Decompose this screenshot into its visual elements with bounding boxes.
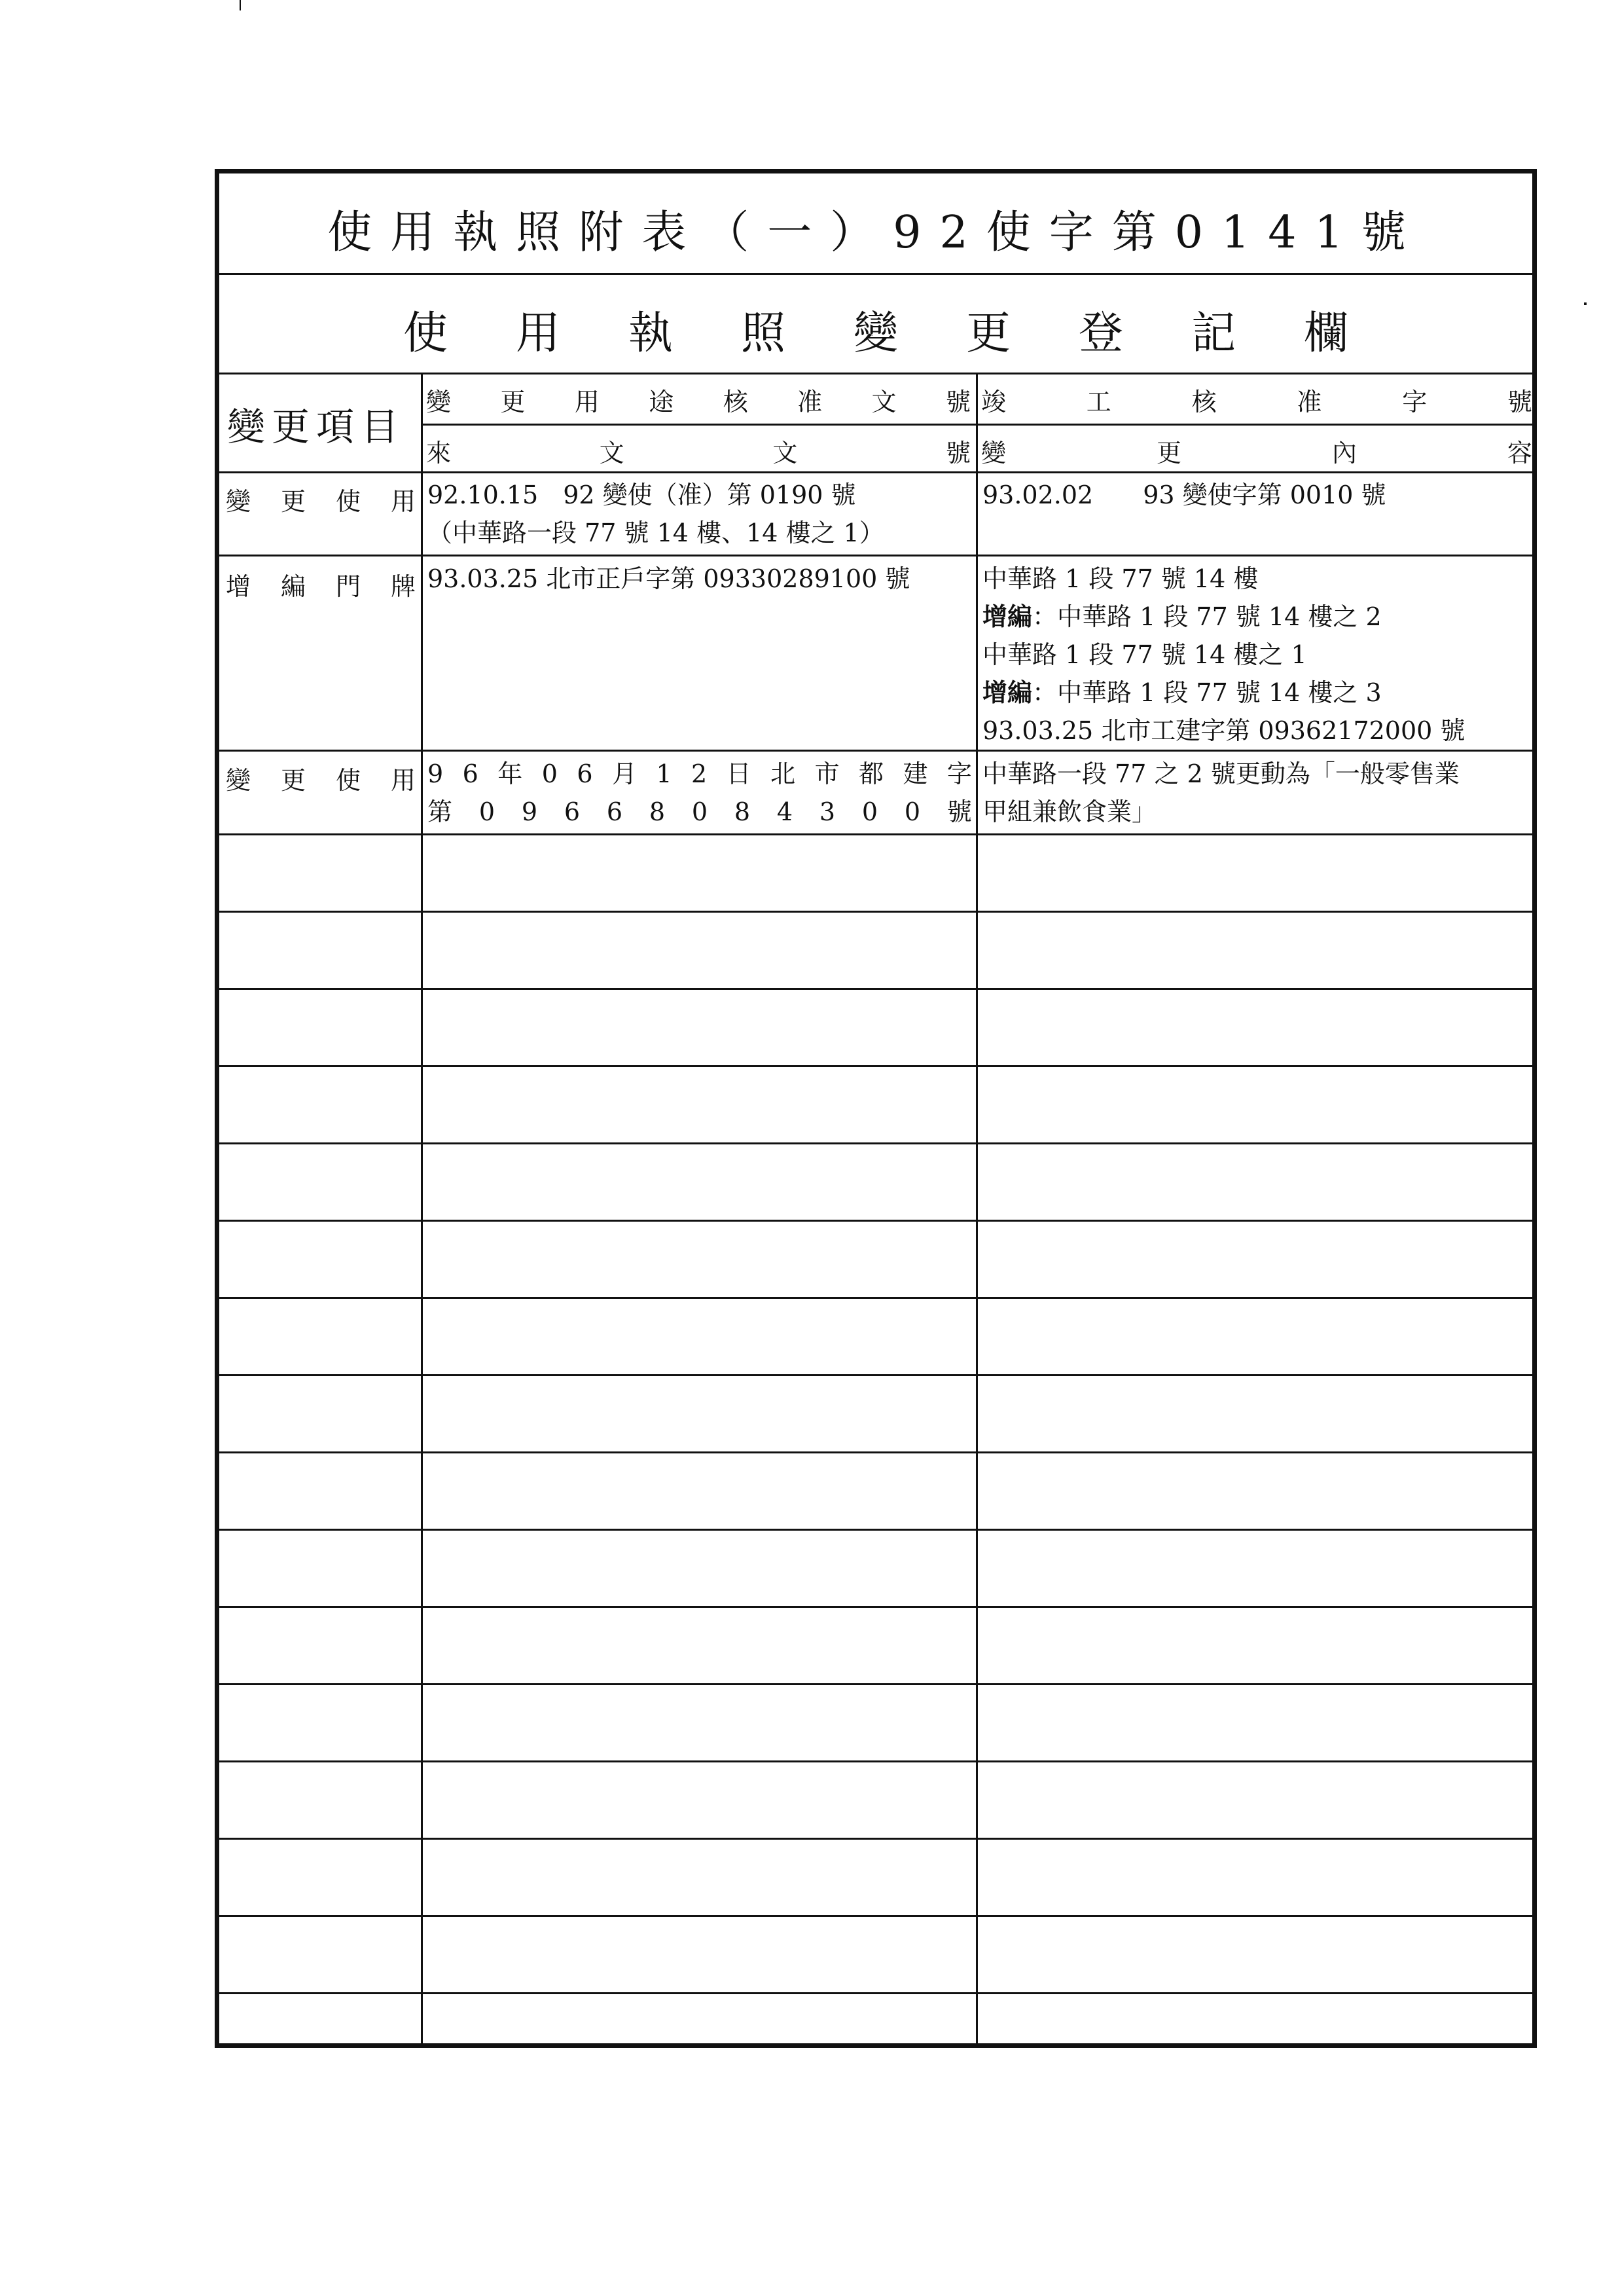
header-right-bottom [981,433,1532,469]
text-line: 中華路 1 段 77 號 14 樓 [982,564,1259,593]
item-char: 更 [280,766,306,795]
mid-char: 8 [649,797,666,826]
mid-char: 0 [904,797,921,826]
row-divider [219,1142,1532,1144]
header-char: 號 [1507,388,1532,416]
divider [219,471,1532,473]
header-char: 號 [945,388,971,416]
row-divider [219,1529,1532,1531]
row-divider [219,555,1532,556]
text-line: （中華路一段 77 號 14 樓、14 樓之 1） [427,519,884,547]
item-char: 牌 [390,572,416,601]
mid-char: 3 [819,797,836,826]
scan-mark [1584,302,1587,305]
divider [423,424,1532,426]
divider [219,373,1532,374]
header-char: 工 [1086,388,1111,416]
header-char: 更 [500,388,526,416]
item-char: 變 [226,487,251,516]
row-divider [219,833,1532,835]
item-char: 用 [390,766,416,795]
row-right-text [982,560,1465,750]
mid-char: 市 [814,759,840,788]
text-line: 中華路一段 77 之 2 號更動為「一般零售業 [982,759,1460,788]
item-char: 變 [226,766,251,795]
mid-char: 9 [521,797,538,826]
mid-char: 第 [427,797,453,826]
row-mid-text [427,476,884,552]
column-divider [976,373,978,2043]
header-char: 文 [772,439,798,467]
mid-char: 8 [734,797,751,826]
header-char: 准 [1297,388,1322,416]
header-char: 核 [723,388,748,416]
row-divider [219,1451,1532,1453]
mid-char: 0 [691,797,708,826]
header-char: 竣 [981,388,1007,416]
column-divider [421,373,423,2043]
scan-mark [240,0,241,10]
text-line: 93.03.25 北市正戶字第 09330289100 號 [427,564,910,593]
mid-char: 號 [946,797,972,826]
mid-char: 6 [606,797,623,826]
row-mid-text [427,793,972,831]
row-divider [219,1065,1532,1067]
row-item-label [226,566,416,602]
row-divider [219,1915,1532,1917]
row-divider [219,1760,1532,1762]
divider [219,273,1532,275]
item-char: 編 [280,572,306,601]
row-divider [219,1683,1532,1685]
mid-char: 都 [859,759,884,788]
header-char: 容 [1507,439,1532,467]
header-char: 核 [1191,388,1217,416]
mid-char: 1 [656,759,672,788]
mid-char: 0 [478,797,495,826]
row-divider [219,1297,1532,1299]
text-line: 增編：中華路 1 段 77 號 14 樓之 3 [982,678,1382,707]
text-line: 增編：中華路 1 段 77 號 14 樓之 2 [982,602,1382,631]
item-char: 門 [335,572,361,601]
row-divider [219,1838,1532,1840]
license-table-frame [215,169,1537,2048]
mid-char: 建 [903,759,928,788]
header-mid-top [426,382,971,418]
mid-char: 9 [427,759,444,788]
row-divider [219,1220,1532,1222]
mid-char: 0 [541,759,558,788]
header-mid-bottom [426,433,971,469]
header-char: 途 [649,388,674,416]
mid-char: 6 [462,759,478,788]
mid-char: 6 [577,759,593,788]
row-divider [219,988,1532,990]
header-item-col: 變更項目 [227,405,406,449]
mid-char: 2 [691,759,708,788]
item-char: 用 [390,487,416,516]
header-char: 文 [871,388,897,416]
header-char: 變 [426,388,452,416]
row-right-text [982,755,1460,831]
header-char: 變 [981,439,1007,467]
section-title: 使用執照變更登記欄 [403,308,1416,359]
row-right-text [982,476,1386,514]
header-right-top [981,382,1532,418]
row-divider [219,750,1532,752]
mid-char: 年 [497,759,523,788]
row-mid-text [427,560,910,598]
row-divider [219,1374,1532,1376]
row-mid-text [427,755,972,793]
header-char: 來 [426,439,452,467]
row-item-label [226,481,416,517]
text-line: 93.03.25 北市工建字第 09362172000 號 [982,716,1465,745]
text-line: 93.02.02 93 變使字第 0010 號 [982,481,1386,509]
header-char: 文 [599,439,624,467]
item-char: 更 [280,487,306,516]
row-divider [219,911,1532,913]
mid-char: 4 [776,797,793,826]
header-char: 號 [945,439,971,467]
mid-char: 月 [611,759,637,788]
item-char: 增 [226,572,251,601]
row-divider [219,1992,1532,1994]
mid-char: 日 [726,759,751,788]
mid-char: 0 [861,797,878,826]
page-title: 使用執照附表（一）92使字第0141號 [327,207,1424,259]
item-char: 使 [335,487,361,516]
text-line: 92.10.15 92 變使（准）第 0190 號 [427,481,856,509]
mid-char: 6 [564,797,581,826]
header-char: 內 [1331,439,1357,467]
header-char: 用 [574,388,600,416]
text-line: 甲組兼飲食業」 [982,797,1157,826]
mid-char: 字 [946,759,972,788]
mid-char: 北 [770,759,796,788]
header-char: 更 [1156,439,1181,467]
item-char: 使 [335,766,361,795]
text-line: 中華路 1 段 77 號 14 樓之 1 [982,640,1307,669]
row-divider [219,1606,1532,1608]
header-char: 准 [797,388,823,416]
header-char: 字 [1402,388,1428,416]
row-item-label [226,760,416,796]
